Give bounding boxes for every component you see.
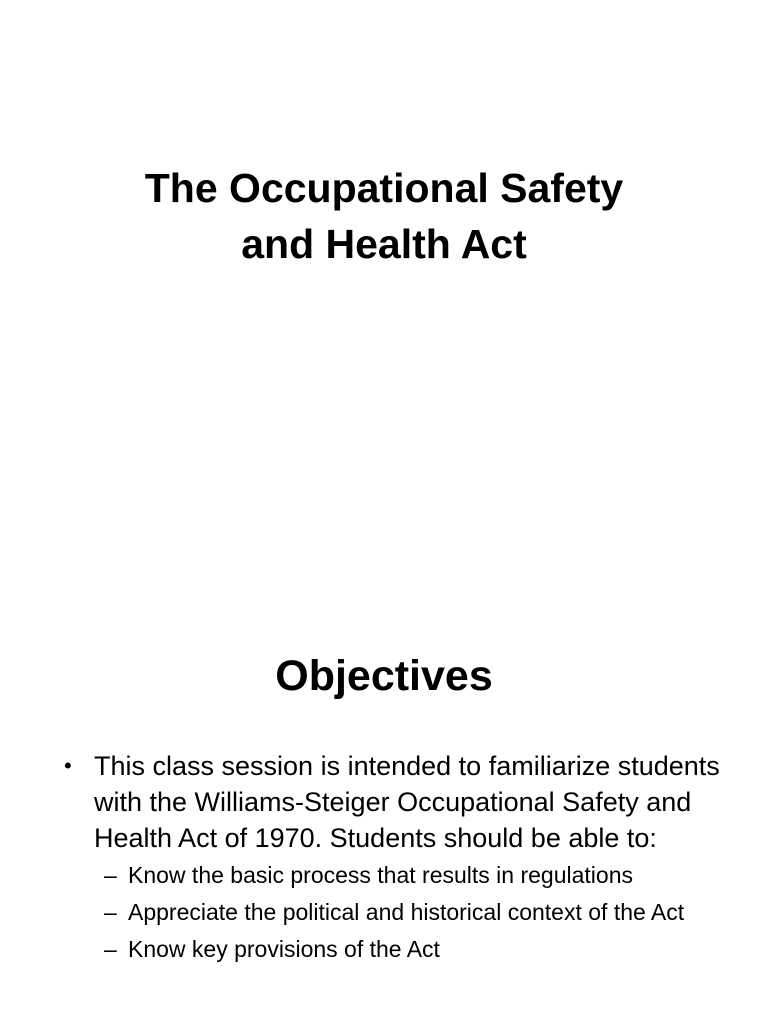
- slide-title: [0, 160, 768, 272]
- sub-bullet-item: [0, 897, 768, 928]
- objectives-title: Objectives: [275, 652, 493, 700]
- dash-icon: –: [104, 899, 117, 925]
- objectives-slide: [0, 512, 768, 1024]
- bullet-text: This class session is intended to familiarize students with the Williams-Steiger Occupational Safety and Health Act of 1970. Students should be able to:: [94, 751, 720, 853]
- title-line-2: and Health Act: [241, 221, 527, 267]
- sub-bullet-text: Appreciate the political and historical context of the Act: [128, 899, 685, 925]
- sub-bullet-text: Know the basic process that results in regulations: [128, 862, 633, 888]
- dash-icon: –: [104, 936, 117, 962]
- sub-bullet-item: [0, 860, 768, 891]
- bullet-dot-icon: •: [64, 753, 72, 778]
- sub-bullet-list: [0, 860, 768, 965]
- sub-bullet-item: [0, 934, 768, 965]
- sub-bullet-text: Know key provisions of the Act: [128, 936, 440, 962]
- bullet-list: [0, 748, 768, 971]
- bullet-item: [0, 748, 768, 856]
- title-line-1: The Occupational Safety: [144, 165, 624, 211]
- dash-icon: –: [104, 862, 117, 888]
